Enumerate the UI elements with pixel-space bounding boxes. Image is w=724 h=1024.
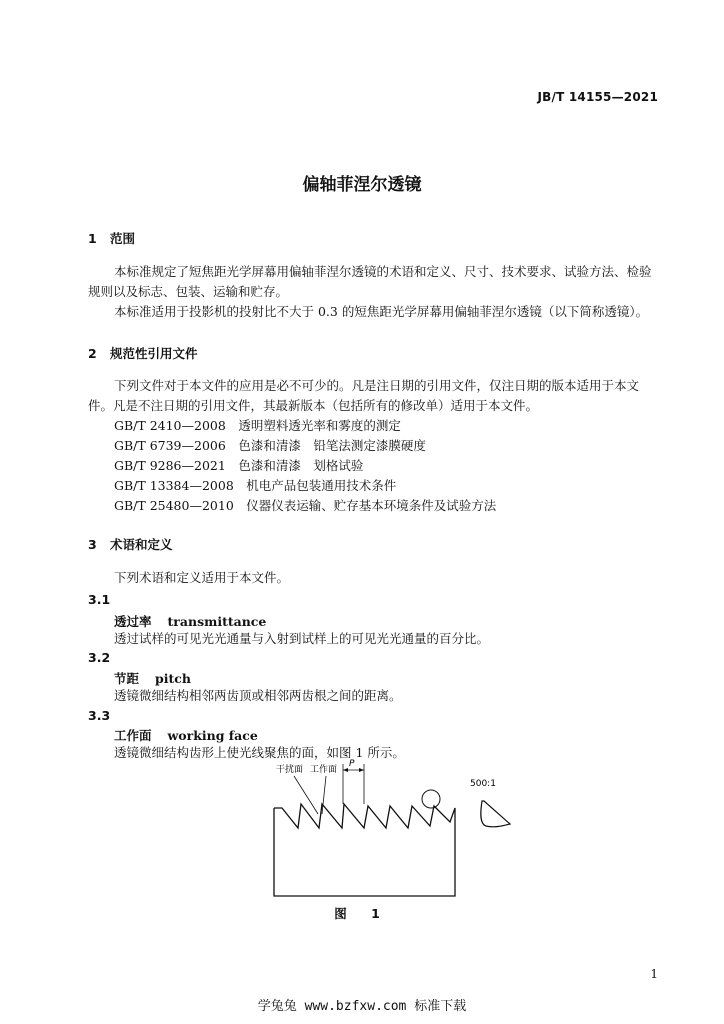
term-en: working face (167, 728, 258, 743)
term-zh: 节距 (114, 671, 140, 686)
section-title: 规范性引用文件 (110, 346, 198, 361)
section-1-paragraph-1: 本标准规定了短焦距光学屏幕用偏轴菲涅尔透镜的术语和定义、尺寸、技术要求、试验方法、检验规则以及标志、包装、运输和贮存。 (88, 264, 652, 299)
term-heading (114, 669, 191, 687)
figure-caption: 图 1 (334, 906, 390, 921)
working-face-label: 工作面 (310, 765, 338, 775)
standard-code: JB/T 14155—2021 (537, 90, 658, 104)
clause-number: 3.1 (88, 592, 111, 607)
figure-1-diagram (260, 756, 530, 901)
section-1-heading (88, 229, 135, 247)
term-en: pitch (155, 671, 191, 686)
term-definition: 透镜微细结构齿形上使光线聚焦的面，如图 1 所示。 (114, 745, 405, 760)
section-number: 2 (88, 346, 97, 361)
section-3-paragraph-1: 下列术语和定义适用于本文件。 (114, 570, 290, 585)
clause-number: 3.3 (88, 708, 111, 723)
section-title: 范围 (110, 231, 136, 246)
interference-face-label: 干扰面 (276, 765, 304, 775)
footer-watermark-text[interactable]: 学兔兔 www.bzfxw.com 标准下载 (257, 999, 467, 1014)
section-3-heading (88, 535, 173, 553)
section-2-paragraph-1: 下列文件对于本文件的应用是必不可少的。凡是注日期的引用文件，仅注日期的版本适用于本文件。凡是不注日期的引用文件，其最新版本（包括所有的修改单）适用于本文件。 (88, 378, 640, 413)
section-number: 3 (88, 537, 97, 552)
reference-item: GB/T 25480—2010 仪器仪表运输、贮存基本环境条件及试验方法 (114, 498, 497, 513)
section-2-heading (88, 344, 198, 362)
document-title: 偏轴菲涅尔透镜 (302, 175, 422, 195)
reference-item: GB/T 2410—2008 透明塑料透光率和雾度的测定 (114, 418, 401, 433)
section-title: 术语和定义 (110, 537, 173, 552)
term-zh: 工作面 (114, 728, 152, 743)
pitch-label: P (349, 759, 355, 769)
clause-number: 3.2 (88, 650, 111, 665)
reference-item: GB/T 13384—2008 机电产品包装通用技术条件 (114, 478, 397, 493)
term-definition: 透过试样的可见光光通量与入射到试样上的可见光光通量的百分比。 (114, 631, 490, 646)
term-heading (114, 612, 266, 630)
term-en: transmittance (167, 614, 267, 629)
term-definition: 透镜微细结构相邻两齿顶或相邻两齿根之间的距离。 (114, 688, 402, 703)
page-number: 1 (650, 967, 658, 981)
section-number: 1 (88, 231, 97, 246)
reference-item: GB/T 6739—2006 色漆和清漆 铅笔法测定漆膜硬度 (114, 438, 426, 453)
section-1-paragraph-2: 本标准适用于投影机的投射比不大于 0.3 的短焦距光学屏幕用偏轴菲涅尔透镜（以下简称透镜）。 (114, 304, 649, 319)
figure-scale: 500:1 (470, 779, 496, 789)
reference-item: GB/T 9286—2021 色漆和清漆 划格试验 (114, 458, 364, 473)
term-zh: 透过率 (114, 614, 152, 629)
term-heading (114, 726, 258, 744)
